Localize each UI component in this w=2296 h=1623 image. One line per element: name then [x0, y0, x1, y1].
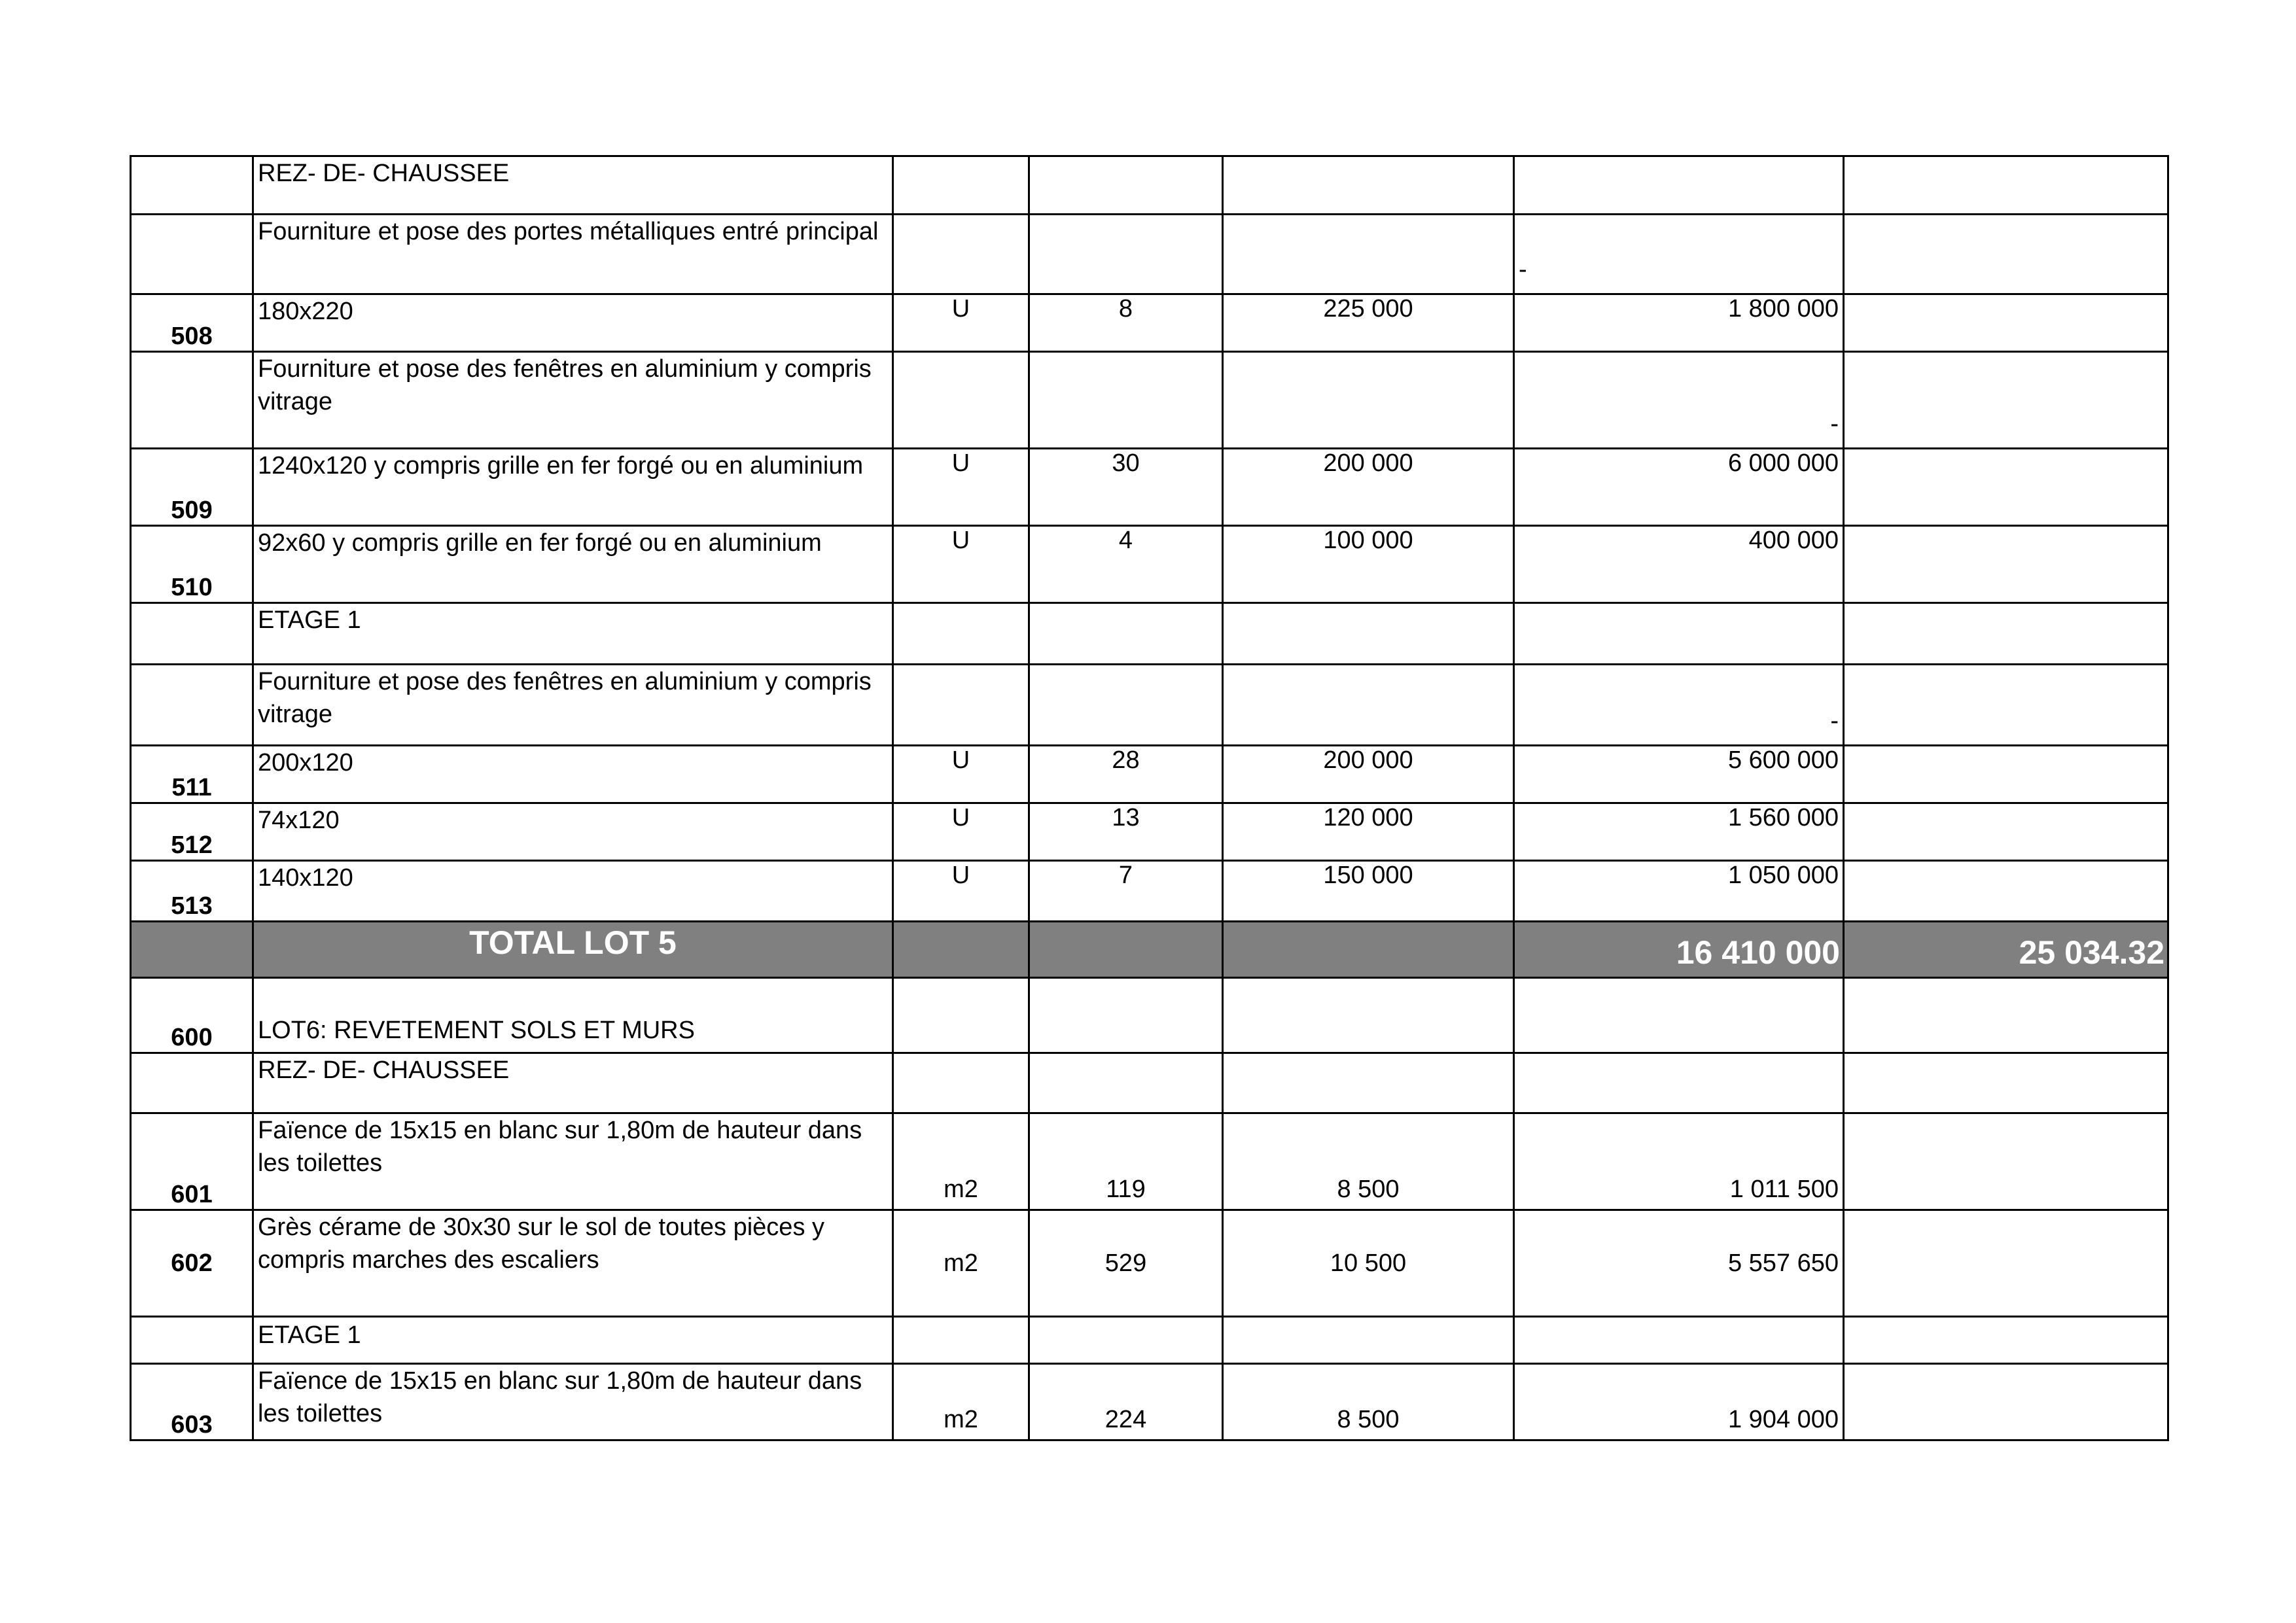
- item-code: [131, 922, 253, 978]
- item-unit: U: [893, 746, 1029, 803]
- item-unit-price: [1223, 603, 1514, 665]
- table-row: [131, 1053, 2168, 1113]
- item-quantity: [1029, 215, 1223, 294]
- item-extra: [1844, 978, 2168, 1053]
- table-row: [131, 1113, 2168, 1210]
- item-description: 180x220: [253, 294, 893, 352]
- table-row: [131, 449, 2168, 526]
- item-quantity: [1029, 922, 1223, 978]
- item-code: 600: [131, 978, 253, 1053]
- table-row: [131, 861, 2168, 922]
- item-amount: 5 557 650: [1514, 1210, 1844, 1317]
- item-unit: U: [893, 526, 1029, 603]
- table-row: [131, 1364, 2168, 1440]
- item-quantity: 224: [1029, 1364, 1223, 1440]
- item-description: REZ- DE- CHAUSSEE: [253, 1053, 893, 1113]
- item-unit: [893, 215, 1029, 294]
- item-code: [131, 603, 253, 665]
- item-extra: [1844, 665, 2168, 746]
- item-unit-price: 200 000: [1223, 746, 1514, 803]
- item-code: [131, 215, 253, 294]
- item-code: 602: [131, 1210, 253, 1317]
- item-extra: [1844, 352, 2168, 449]
- item-unit-price: 200 000: [1223, 449, 1514, 526]
- item-extra: [1844, 526, 2168, 603]
- item-extra: [1844, 603, 2168, 665]
- item-extra: [1844, 1364, 2168, 1440]
- item-amount: [1514, 603, 1844, 665]
- item-code: 601: [131, 1113, 253, 1210]
- item-unit: m2: [893, 1113, 1029, 1210]
- item-code: 513: [131, 861, 253, 922]
- item-unit-price: 120 000: [1223, 803, 1514, 861]
- item-amount: -: [1514, 352, 1844, 449]
- table-row: [131, 156, 2168, 215]
- item-amount: [1514, 1317, 1844, 1364]
- table-row: [131, 1317, 2168, 1364]
- item-quantity: [1029, 352, 1223, 449]
- item-extra: [1844, 1317, 2168, 1364]
- item-description: 140x120: [253, 861, 893, 922]
- item-description: Faïence de 15x15 en blanc sur 1,80m de hauteur dans les toilettes: [253, 1364, 893, 1440]
- item-unit: U: [893, 294, 1029, 352]
- item-extra: [1844, 861, 2168, 922]
- table-row: [131, 603, 2168, 665]
- item-unit: [893, 156, 1029, 215]
- table-row: [131, 978, 2168, 1053]
- item-unit-price: [1223, 978, 1514, 1053]
- item-unit-price: [1223, 156, 1514, 215]
- item-quantity: [1029, 603, 1223, 665]
- total-extra: 25 034.32: [1844, 922, 2168, 978]
- item-extra: [1844, 294, 2168, 352]
- item-description: Fourniture et pose des portes métalliques entré principal: [253, 215, 893, 294]
- item-amount: 1 800 000: [1514, 294, 1844, 352]
- item-quantity: [1029, 156, 1223, 215]
- item-unit: [893, 603, 1029, 665]
- table-row: [131, 352, 2168, 449]
- item-quantity: 7: [1029, 861, 1223, 922]
- item-amount: [1514, 156, 1844, 215]
- item-unit-price: [1223, 215, 1514, 294]
- item-quantity: 8: [1029, 294, 1223, 352]
- item-unit: U: [893, 861, 1029, 922]
- item-unit-price: [1223, 352, 1514, 449]
- table-row: [131, 526, 2168, 603]
- item-quantity: 529: [1029, 1210, 1223, 1317]
- item-unit-price: 225 000: [1223, 294, 1514, 352]
- item-amount: 1 560 000: [1514, 803, 1844, 861]
- item-amount: 1 904 000: [1514, 1364, 1844, 1440]
- item-extra: [1844, 156, 2168, 215]
- item-unit: U: [893, 803, 1029, 861]
- table-row: [131, 665, 2168, 746]
- table-row: [131, 215, 2168, 294]
- item-code: 509: [131, 449, 253, 526]
- item-description: LOT6: REVETEMENT SOLS ET MURS: [253, 978, 893, 1053]
- item-amount: 5 600 000: [1514, 746, 1844, 803]
- item-quantity: [1029, 665, 1223, 746]
- table-row: [131, 294, 2168, 352]
- item-unit: [893, 1053, 1029, 1113]
- item-description: 1240x120 y compris grille en fer forgé ou en aluminium: [253, 449, 893, 526]
- item-unit: U: [893, 449, 1029, 526]
- item-extra: [1844, 803, 2168, 861]
- item-description: ETAGE 1: [253, 1317, 893, 1364]
- item-amount: 1 011 500: [1514, 1113, 1844, 1210]
- item-amount: -: [1514, 215, 1844, 294]
- item-unit-price: 150 000: [1223, 861, 1514, 922]
- item-code: 511: [131, 746, 253, 803]
- item-extra: [1844, 449, 2168, 526]
- item-unit-price: 10 500: [1223, 1210, 1514, 1317]
- item-description: ETAGE 1: [253, 603, 893, 665]
- item-unit-price: [1223, 922, 1514, 978]
- item-extra: [1844, 1053, 2168, 1113]
- item-extra: [1844, 1113, 2168, 1210]
- item-quantity: 4: [1029, 526, 1223, 603]
- total-lot-row: [131, 922, 2168, 978]
- item-amount: [1514, 1053, 1844, 1113]
- item-code: 603: [131, 1364, 253, 1440]
- item-code: [131, 1053, 253, 1113]
- item-unit: [893, 1317, 1029, 1364]
- item-unit-price: 8 500: [1223, 1113, 1514, 1210]
- item-description: REZ- DE- CHAUSSEE: [253, 156, 893, 215]
- item-description: 92x60 y compris grille en fer forgé ou en aluminium: [253, 526, 893, 603]
- item-unit-price: [1223, 665, 1514, 746]
- item-code: [131, 352, 253, 449]
- total-amount: 16 410 000: [1514, 922, 1844, 978]
- table-row: [131, 1210, 2168, 1317]
- table-row: [131, 803, 2168, 861]
- item-quantity: 13: [1029, 803, 1223, 861]
- item-description: 200x120: [253, 746, 893, 803]
- total-label: TOTAL LOT 5: [253, 922, 893, 978]
- item-extra: [1844, 1210, 2168, 1317]
- item-amount: [1514, 978, 1844, 1053]
- item-code: [131, 1317, 253, 1364]
- bill-of-quantities-table: [130, 155, 2169, 1441]
- item-unit-price: [1223, 1053, 1514, 1113]
- item-quantity: 119: [1029, 1113, 1223, 1210]
- item-quantity: 28: [1029, 746, 1223, 803]
- item-amount: 1 050 000: [1514, 861, 1844, 922]
- item-description: Fourniture et pose des fenêtres en aluminium y compris vitrage: [253, 665, 893, 746]
- item-unit-price: 8 500: [1223, 1364, 1514, 1440]
- item-unit: [893, 922, 1029, 978]
- item-quantity: [1029, 1317, 1223, 1364]
- item-unit: [893, 665, 1029, 746]
- item-unit: m2: [893, 1210, 1029, 1317]
- item-description: Fourniture et pose des fenêtres en aluminium y compris vitrage: [253, 352, 893, 449]
- item-code: 512: [131, 803, 253, 861]
- item-amount: 6 000 000: [1514, 449, 1844, 526]
- item-code: [131, 156, 253, 215]
- item-description: 74x120: [253, 803, 893, 861]
- item-code: 510: [131, 526, 253, 603]
- item-quantity: [1029, 978, 1223, 1053]
- item-unit: [893, 352, 1029, 449]
- item-unit: [893, 978, 1029, 1053]
- item-quantity: [1029, 1053, 1223, 1113]
- item-code: [131, 665, 253, 746]
- item-amount: -: [1514, 665, 1844, 746]
- item-amount: 400 000: [1514, 526, 1844, 603]
- item-unit-price: 100 000: [1223, 526, 1514, 603]
- item-description: Faïence de 15x15 en blanc sur 1,80m de hauteur dans les toilettes: [253, 1113, 893, 1210]
- item-unit-price: [1223, 1317, 1514, 1364]
- item-unit: m2: [893, 1364, 1029, 1440]
- item-description: Grès cérame de 30x30 sur le sol de toutes pièces y compris marches des escaliers: [253, 1210, 893, 1317]
- table-row: [131, 746, 2168, 803]
- item-quantity: 30: [1029, 449, 1223, 526]
- item-extra: [1844, 746, 2168, 803]
- item-code: 508: [131, 294, 253, 352]
- item-extra: [1844, 215, 2168, 294]
